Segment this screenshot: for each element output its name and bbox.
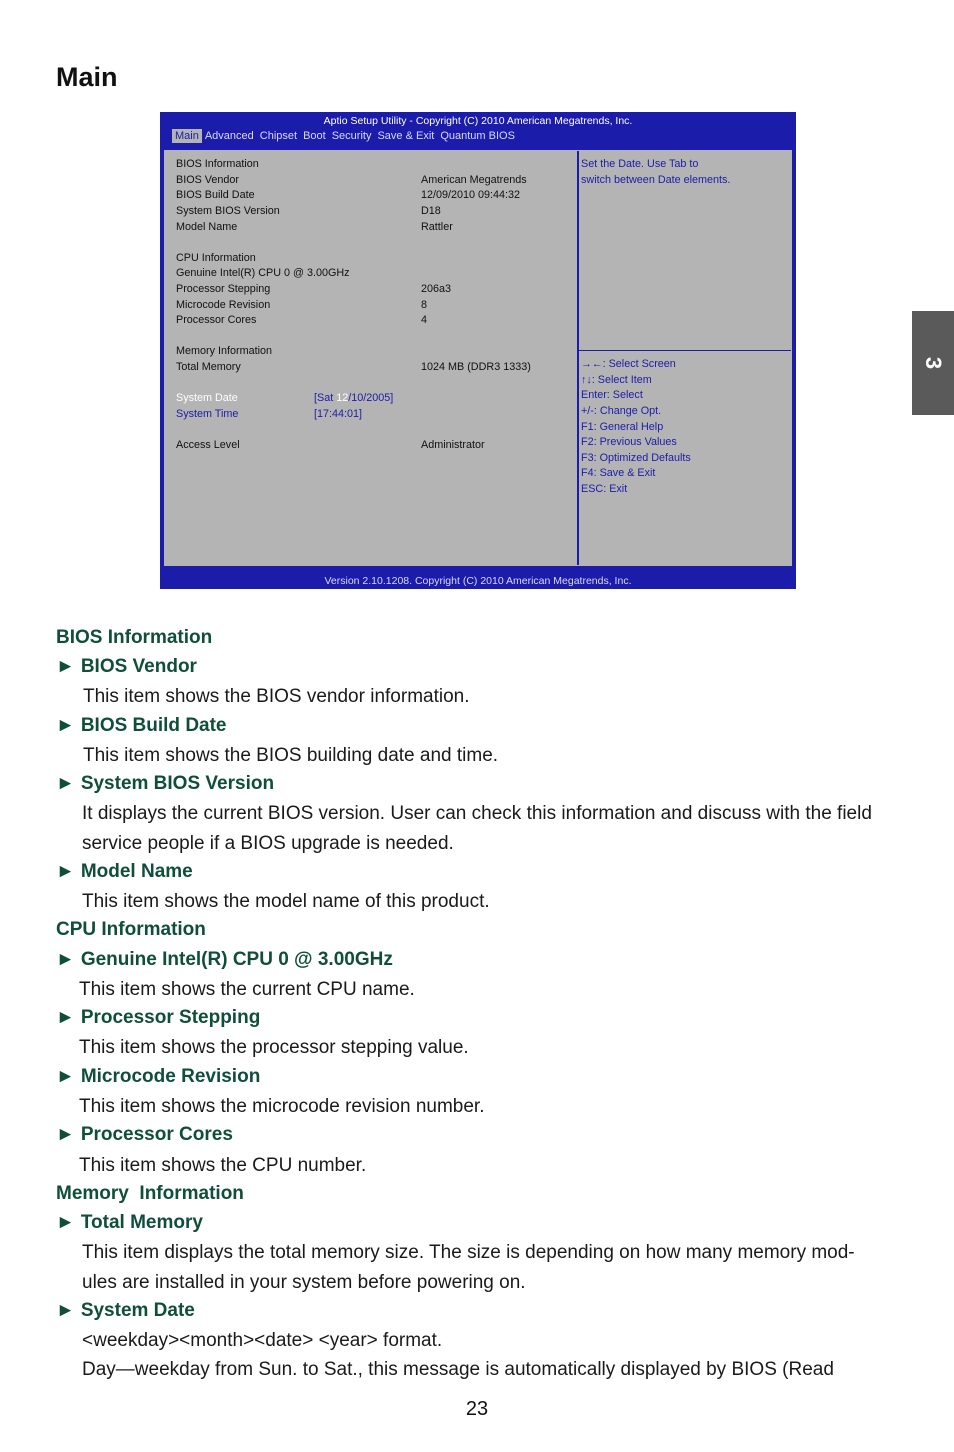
system-date-suffix: /10/2005] <box>348 392 394 404</box>
processor-cores-value: 4 <box>421 314 428 326</box>
help-panel-divider <box>579 350 791 351</box>
microcode-revision-value: 8 <box>421 299 428 311</box>
processor-stepping-desc: This item shows the processor stepping value. <box>79 1037 469 1058</box>
subheading-microcode-revision <box>56 1066 260 1088</box>
system-time-field[interactable]: [17:44:01] <box>314 408 363 420</box>
bios-screen <box>160 112 796 589</box>
system-date-desc-1: <weekday><month><date> <year> format. <box>82 1330 443 1351</box>
system-time-label[interactable]: System Time <box>176 408 239 420</box>
help-text-line-2: switch between Date elements. <box>581 174 731 186</box>
page-number: 23 <box>465 1398 489 1420</box>
key-previous-values: F2: Previous Values <box>581 436 677 448</box>
heading-bios-information: BIOS Information <box>56 627 213 648</box>
system-date-month-highlight[interactable]: 12 <box>336 392 349 404</box>
bios-menu-main[interactable]: Main <box>172 129 202 143</box>
bios-menu-quantum-bios[interactable]: Quantum BIOS <box>440 130 515 142</box>
system-date-label[interactable]: System Date <box>176 392 238 404</box>
system-bios-version-label: System BIOS Version <box>176 205 280 217</box>
subheading-cpu-name <box>56 949 393 971</box>
bios-menu-boot[interactable]: Boot <box>303 130 326 142</box>
bios-build-date-value: 12/09/2010 09:44:32 <box>421 189 521 201</box>
processor-cores-label: Processor Cores <box>176 314 257 326</box>
access-level-value: Administrator <box>421 439 485 451</box>
system-date-desc-2: Day—weekday from Sun. to Sat., this message is automatically displayed by BIOS (Read <box>82 1359 834 1380</box>
access-level-label: Access Level <box>176 439 240 451</box>
microcode-revision-label: Microcode Revision <box>176 299 271 311</box>
help-text-line-1: Set the Date. Use Tab to <box>581 158 699 170</box>
subheading-text: Processor Stepping <box>80 1007 261 1028</box>
total-memory-label: Total Memory <box>176 361 241 373</box>
bios-info-header: BIOS Information <box>176 158 259 170</box>
key-enter-select: Enter: Select <box>581 389 643 401</box>
subheading-system-date <box>56 1300 195 1322</box>
bios-main-panel <box>165 151 579 565</box>
subheading-text: System Date <box>80 1300 195 1321</box>
key-general-help: F1: General Help <box>581 421 664 433</box>
bios-vendor-desc: This item shows the BIOS vendor information. <box>83 686 470 707</box>
cpu-name: Genuine Intel(R) CPU 0 @ 3.00GHz <box>176 267 350 279</box>
bios-menu-chipset[interactable]: Chipset <box>259 130 298 142</box>
arrow-icon: ► <box>56 715 75 736</box>
bios-body <box>162 148 794 568</box>
bios-menu-save-exit[interactable]: Save & Exit <box>377 130 435 142</box>
key-save-exit: F4: Save & Exit <box>581 467 656 479</box>
chapter-tab <box>912 311 954 415</box>
heading-memory-information: Memory Information <box>56 1183 244 1204</box>
model-name-label: Model Name <box>176 221 238 233</box>
memory-info-header: Memory Information <box>176 345 273 357</box>
key-optimized-defaults: F3: Optimized Defaults <box>581 452 691 464</box>
page-title: Main <box>56 62 118 92</box>
heading-cpu-information: CPU Information <box>56 919 206 940</box>
model-name-value: Rattler <box>421 221 453 233</box>
bios-vendor-value: American Megatrends <box>421 174 527 186</box>
bios-menu-security[interactable]: Security <box>331 130 372 142</box>
subheading-bios-vendor <box>56 656 197 678</box>
bios-help-panel <box>579 151 791 565</box>
bios-build-date-label: BIOS Build Date <box>176 189 255 201</box>
subheading-text: Model Name <box>80 861 193 882</box>
chapter-tab-label: 3 <box>921 356 946 370</box>
subheading-text: Microcode Revision <box>80 1066 261 1087</box>
key-select-item: ↑↓: Select Item <box>581 374 652 386</box>
subheading-text: Total Memory <box>80 1212 203 1233</box>
microcode-revision-desc: This item shows the microcode revision number. <box>79 1096 485 1117</box>
arrow-icon: ► <box>56 1066 75 1087</box>
bios-title: Aptio Setup Utility - Copyright (C) 2010 American Megatrends, Inc. <box>323 115 633 127</box>
arrow-icon: ► <box>56 1212 75 1233</box>
subheading-text: BIOS Vendor <box>80 656 197 677</box>
subheading-model-name <box>56 861 193 883</box>
subheading-processor-stepping <box>56 1007 260 1029</box>
subheading-text: Genuine Intel(R) CPU 0 @ 3.00GHz <box>80 949 393 970</box>
system-bios-version-desc-1: It displays the current BIOS version. User can check this information and discuss with the field <box>82 803 872 824</box>
arrow-icon: ► <box>56 1007 75 1028</box>
processor-stepping-value: 206a3 <box>421 283 452 295</box>
bios-menu-bar <box>172 129 518 143</box>
subheading-text: System BIOS Version <box>80 773 275 794</box>
arrow-icon: ► <box>56 861 75 882</box>
system-bios-version-desc-2: service people if a BIOS upgrade is needed. <box>82 833 454 854</box>
subheading-text: Processor Cores <box>80 1124 233 1145</box>
total-memory-value: 1024 MB (DDR3 1333) <box>421 361 531 373</box>
subheading-processor-cores <box>56 1124 233 1146</box>
cpu-info-header: CPU Information <box>176 252 256 264</box>
cpu-name-desc: This item shows the current CPU name. <box>79 979 415 1000</box>
processor-stepping-label: Processor Stepping <box>176 283 271 295</box>
arrow-icon: ► <box>56 656 75 677</box>
subheading-system-bios-version <box>56 773 274 795</box>
arrow-icon: ► <box>56 1124 75 1145</box>
key-esc-exit: ESC: Exit <box>581 483 628 495</box>
key-change-opt: +/-: Change Opt. <box>581 405 662 417</box>
subheading-text: BIOS Build Date <box>80 715 227 736</box>
subheading-total-memory <box>56 1212 203 1234</box>
arrow-icon: ► <box>56 949 75 970</box>
key-select-screen: →←: Select Screen <box>581 358 676 370</box>
bios-vendor-label: BIOS Vendor <box>176 174 240 186</box>
total-memory-desc-2: ules are installed in your system before powering on. <box>82 1272 526 1293</box>
total-memory-desc-1: This item displays the total memory size. The size is depending on how many memory mod- <box>82 1242 855 1263</box>
arrow-icon: ► <box>56 1300 75 1321</box>
processor-cores-desc: This item shows the CPU number. <box>79 1155 367 1176</box>
bios-menu-advanced[interactable]: Advanced <box>204 130 254 142</box>
bios-build-date-desc: This item shows the BIOS building date and time. <box>83 745 499 766</box>
system-date-field[interactable] <box>314 392 393 404</box>
arrow-icon: ► <box>56 773 75 794</box>
system-bios-version-value: D18 <box>421 205 441 217</box>
bios-footer: Version 2.10.1208. Copyright (C) 2010 American Megatrends, Inc. <box>324 575 632 587</box>
system-date-prefix: [Sat <box>314 392 337 404</box>
subheading-bios-build-date <box>56 715 227 737</box>
model-name-desc: This item shows the model name of this product. <box>82 891 490 912</box>
